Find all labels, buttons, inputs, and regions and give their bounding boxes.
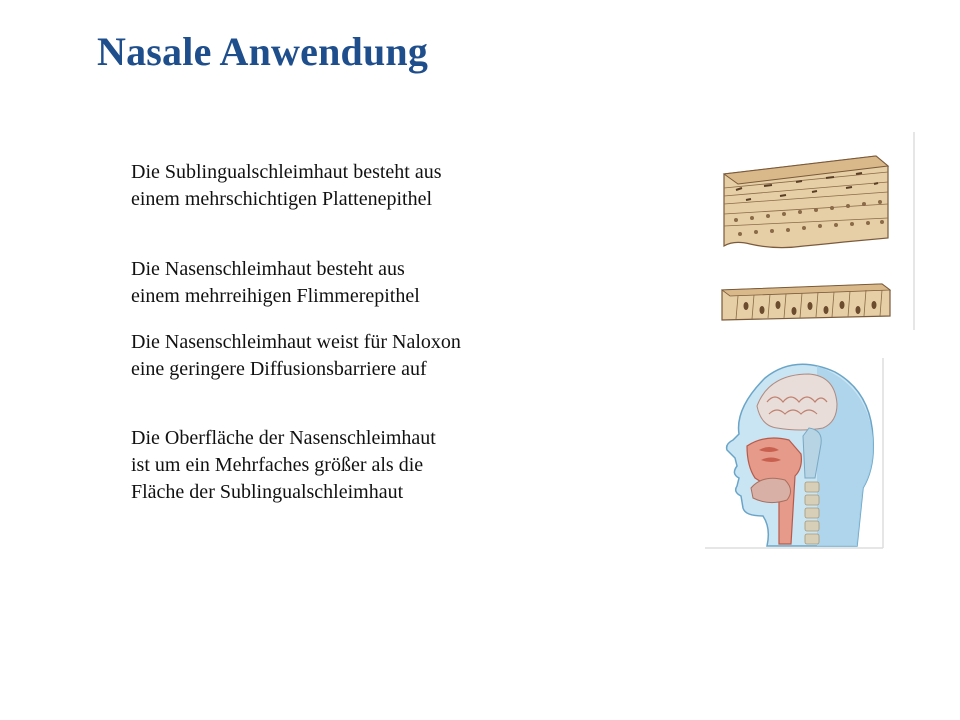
bullet-sublingual-epithelium — [131, 159, 442, 213]
bullet-line: ist um ein Mehrfaches größer als die — [131, 454, 424, 476]
head-cross-section-illustration — [705, 358, 885, 550]
slide-title: Nasale Anwendung — [97, 29, 429, 74]
bullet-line: Die Oberfläche der Nasenschleimhaut — [131, 427, 436, 449]
bullet-line: einem mehrreihigen Flimmerepithel — [131, 285, 420, 307]
bullet-line: einem mehrschichtigen Plattenepithel — [131, 188, 433, 210]
bullet-line: Die Nasenschleimhaut besteht aus — [131, 258, 405, 280]
bullet-line: eine geringere Diffusionsbarriere auf — [131, 358, 427, 380]
bullet-surface-area — [131, 425, 436, 506]
epithelium-illustration — [716, 130, 916, 330]
bullet-line: Die Sublingualschleimhaut besteht aus — [131, 161, 442, 183]
bullet-nasal-epithelium — [131, 256, 420, 310]
bullet-line: Die Nasenschleimhaut weist für Naloxon — [131, 331, 461, 353]
bullet-diffusion-barrier — [131, 329, 461, 383]
ciliated-epithelium — [722, 284, 890, 320]
bullet-line: Fläche der Sublingualschleimhaut — [131, 481, 404, 503]
stratified-squamous-epithelium — [724, 156, 888, 248]
